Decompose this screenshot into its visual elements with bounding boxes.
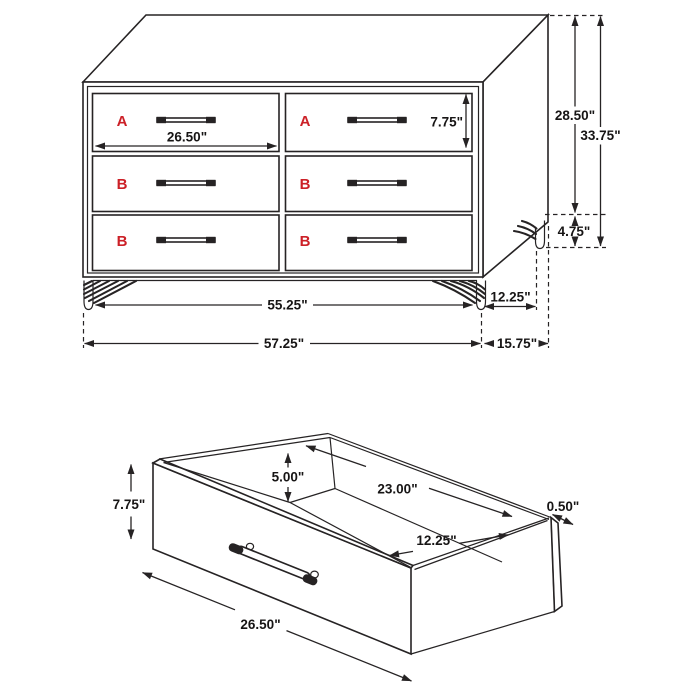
dim-inner-height — [272, 454, 305, 502]
dim-label: 4.75" — [557, 224, 591, 239]
drawer-letter: A — [116, 113, 128, 130]
dim-case-height — [555, 17, 595, 213]
front-left-leg-bracket — [84, 281, 136, 303]
dim-label: 12.25" — [416, 533, 457, 548]
drawer-back-rail-outer — [328, 434, 551, 518]
drawer-letter: B — [299, 233, 311, 250]
dim-label: 33.75" — [580, 128, 621, 143]
dim-label: 15.75" — [496, 336, 538, 351]
dim-leg-height — [558, 217, 591, 247]
dim-leg-span-width — [96, 298, 473, 313]
drawer-back-rail-inner — [330, 438, 549, 520]
drawer-box — [153, 434, 562, 655]
drawer-letter: B — [299, 176, 311, 193]
drawer-left-rail-outer — [159, 434, 328, 460]
dim-label: 12.25" — [490, 289, 531, 305]
dim-label: 5.00" — [271, 469, 305, 485]
drawer-detail-diagram — [113, 434, 580, 682]
dim-inner-width — [306, 446, 512, 517]
drawer-handle — [157, 237, 216, 243]
dim-leg-span-depth — [485, 290, 536, 307]
dim-label: 57.25" — [263, 336, 305, 351]
dim-label: 0.50" — [546, 499, 580, 514]
drawer-letter: A — [299, 113, 311, 130]
drawer-right-board-bottom — [411, 612, 555, 655]
dresser-top-face — [83, 15, 548, 82]
dim-label: 7.75" — [430, 114, 463, 130]
drawer-handle — [157, 117, 216, 123]
drawer-floor-left-edge — [290, 489, 335, 503]
dim-front-height — [113, 465, 146, 540]
drawer-handle — [348, 180, 407, 186]
dim-label: 26.50" — [166, 129, 208, 145]
dresser-diagram — [83, 15, 621, 351]
front-right-leg-bracket — [433, 281, 485, 303]
drawer-letter: B — [116, 176, 128, 193]
dim-label: 7.75" — [112, 497, 146, 512]
drawer-left-rail-inner — [164, 438, 331, 463]
drawer-handle — [348, 117, 407, 123]
dim-label: 28.50" — [554, 108, 596, 123]
dim-inner-depth — [390, 533, 509, 556]
dresser-body — [83, 15, 548, 310]
drawer-front-panel — [153, 463, 411, 654]
dim-label: 26.50" — [240, 617, 281, 632]
dim-overall-height — [580, 17, 620, 247]
drawer-handle — [157, 180, 216, 186]
dim-overall-width — [85, 336, 481, 351]
drawer-letter: B — [116, 233, 128, 250]
dim-label: 55.25" — [267, 297, 308, 313]
drawer-handle — [348, 237, 407, 243]
dim-label: 23.00" — [377, 481, 418, 497]
drawer-back-left-corner — [330, 438, 335, 489]
dim-overall-depth — [485, 336, 549, 351]
